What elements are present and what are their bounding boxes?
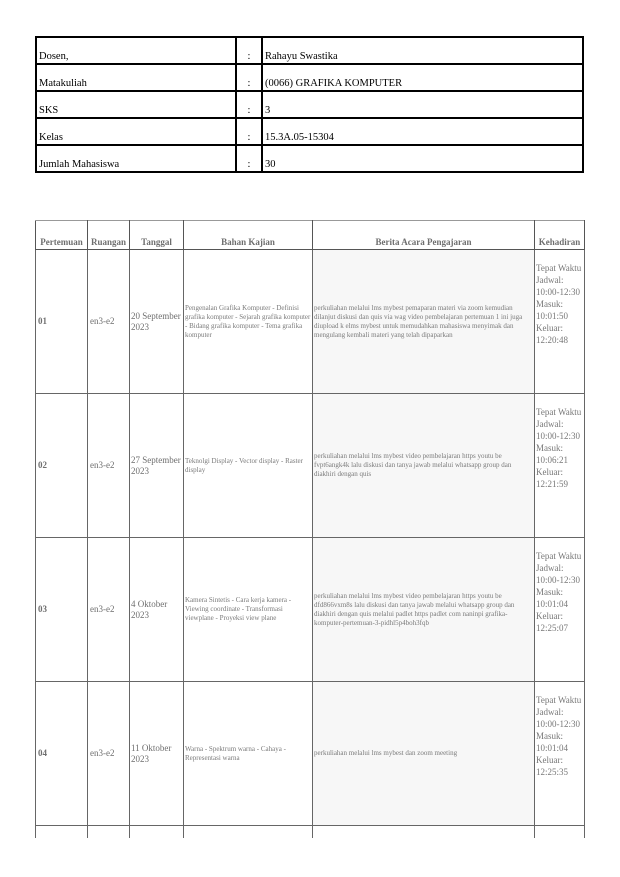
- cell-tanggal: 27 September 2023: [130, 394, 184, 538]
- cell-pertemuan: 01: [36, 250, 88, 394]
- info-value: 15.3A.05-15304: [262, 118, 583, 145]
- cell-berita-acara: perkuliahan melalui lms mybest pemaparan materi via zoom kemudian dilanjut diskusi dan quis via wag video pembelajaran pertemuan 1 ini juga diupload k elms mybest untuk memudahkan mahasiswa menyimak dan mengulang kembali materi yang telah dipaparkan: [313, 250, 535, 394]
- attendance-table: [35, 220, 585, 838]
- lecturer-info-table: [35, 36, 584, 173]
- header-pertemuan: Pertemuan: [36, 221, 88, 250]
- table-row: [36, 538, 585, 682]
- info-row-sks: [36, 91, 583, 118]
- cell-berita-acara: perkuliahan melalui lms mybest video pembelajaran https youtu be dfd866vxm8s lalu diskusi dan tanya jawab melalui whatsapp group dan diakhiri dengan quis melalui padlet https padlet com naninpi grafika-komputer-pertemuan-3-pidhl5p4boh3fqb: [313, 538, 535, 682]
- info-label: Matakuliah: [36, 64, 236, 91]
- cell-tanggal: 4 Oktober 2023: [130, 538, 184, 682]
- continuation-cell: [130, 826, 184, 839]
- table-row: [36, 394, 585, 538]
- info-label: Kelas: [36, 118, 236, 145]
- continuation-cell: [535, 826, 585, 839]
- info-value: 30: [262, 145, 583, 172]
- cell-pertemuan: 03: [36, 538, 88, 682]
- header-berita-acara: Berita Acara Pengajaran: [313, 221, 535, 250]
- cell-berita-acara: perkuliahan melalui lms mybest video pembelajaran https youtu be fvpt6angk4k lalu diskusi dan tanya jawab melalui whatsapp group dan diakhiri dengan quis: [313, 394, 535, 538]
- cell-tanggal: 11 Oktober 2023: [130, 682, 184, 826]
- cell-ruangan: en3-e2: [88, 682, 130, 826]
- info-row-jumlah-mahasiswa: [36, 145, 583, 172]
- info-row-kelas: [36, 118, 583, 145]
- header-tanggal: Tanggal: [130, 221, 184, 250]
- cell-kehadiran: Tepat Waktu Jadwal: 10:00-12:30 Masuk: 10:01:04 Keluar: 12:25:07: [535, 538, 585, 682]
- continuation-cell: [88, 826, 130, 839]
- continuation-cell: [313, 826, 535, 839]
- info-value: Rahayu Swastika: [262, 37, 583, 64]
- table-continuation: [36, 826, 585, 839]
- cell-kehadiran: Tepat Waktu Jadwal: 10:00-12:30 Masuk: 10:06:21 Keluar: 12:21:59: [535, 394, 585, 538]
- cell-kehadiran: Tepat Waktu Jadwal: 10:00-12:30 Masuk: 10:01:50 Keluar: 12:20:48: [535, 250, 585, 394]
- cell-tanggal: 20 September 2023: [130, 250, 184, 394]
- info-colon: :: [236, 64, 262, 91]
- cell-bahan-kajian: Warna - Spektrum warna - Cahaya - Representasi warna: [184, 682, 313, 826]
- table-row: [36, 682, 585, 826]
- continuation-cell: [184, 826, 313, 839]
- header-ruangan: Ruangan: [88, 221, 130, 250]
- info-row-matakuliah: [36, 64, 583, 91]
- info-value: 3: [262, 91, 583, 118]
- info-label: Jumlah Mahasiswa: [36, 145, 236, 172]
- info-colon: :: [236, 37, 262, 64]
- cell-ruangan: en3-e2: [88, 394, 130, 538]
- cell-ruangan: en3-e2: [88, 538, 130, 682]
- cell-pertemuan: 04: [36, 682, 88, 826]
- info-colon: :: [236, 145, 262, 172]
- cell-kehadiran: Tepat Waktu Jadwal: 10:00-12:30 Masuk: 10:01:04 Keluar: 12:25:35: [535, 682, 585, 826]
- cell-bahan-kajian: Kamera Sintetis - Cara kerja kamera - Viewing coordinate - Transformasi viewplane - Proyeksi view plane: [184, 538, 313, 682]
- info-colon: :: [236, 118, 262, 145]
- continuation-cell: [36, 826, 88, 839]
- table-header-row: [36, 221, 585, 250]
- info-value: (0066) GRAFIKA KOMPUTER: [262, 64, 583, 91]
- cell-bahan-kajian: Teknolgi Display - Vector display - Raster display: [184, 394, 313, 538]
- header-kehadiran: Kehadiran: [535, 221, 585, 250]
- info-label: Dosen,: [36, 37, 236, 64]
- table-row: [36, 250, 585, 394]
- cell-berita-acara: perkuliahan melalui lms mybest dan zoom meeting: [313, 682, 535, 826]
- cell-pertemuan: 02: [36, 394, 88, 538]
- info-label: SKS: [36, 91, 236, 118]
- cell-bahan-kajian: Pengenalan Grafika Komputer - Definisi grafika komputer - Sejarah grafika komputer - Bidang grafika komputer - Tema grafika komputer: [184, 250, 313, 394]
- cell-ruangan: en3-e2: [88, 250, 130, 394]
- info-row-dosen: [36, 37, 583, 64]
- info-colon: :: [236, 91, 262, 118]
- header-bahan-kajian: Bahan Kajian: [184, 221, 313, 250]
